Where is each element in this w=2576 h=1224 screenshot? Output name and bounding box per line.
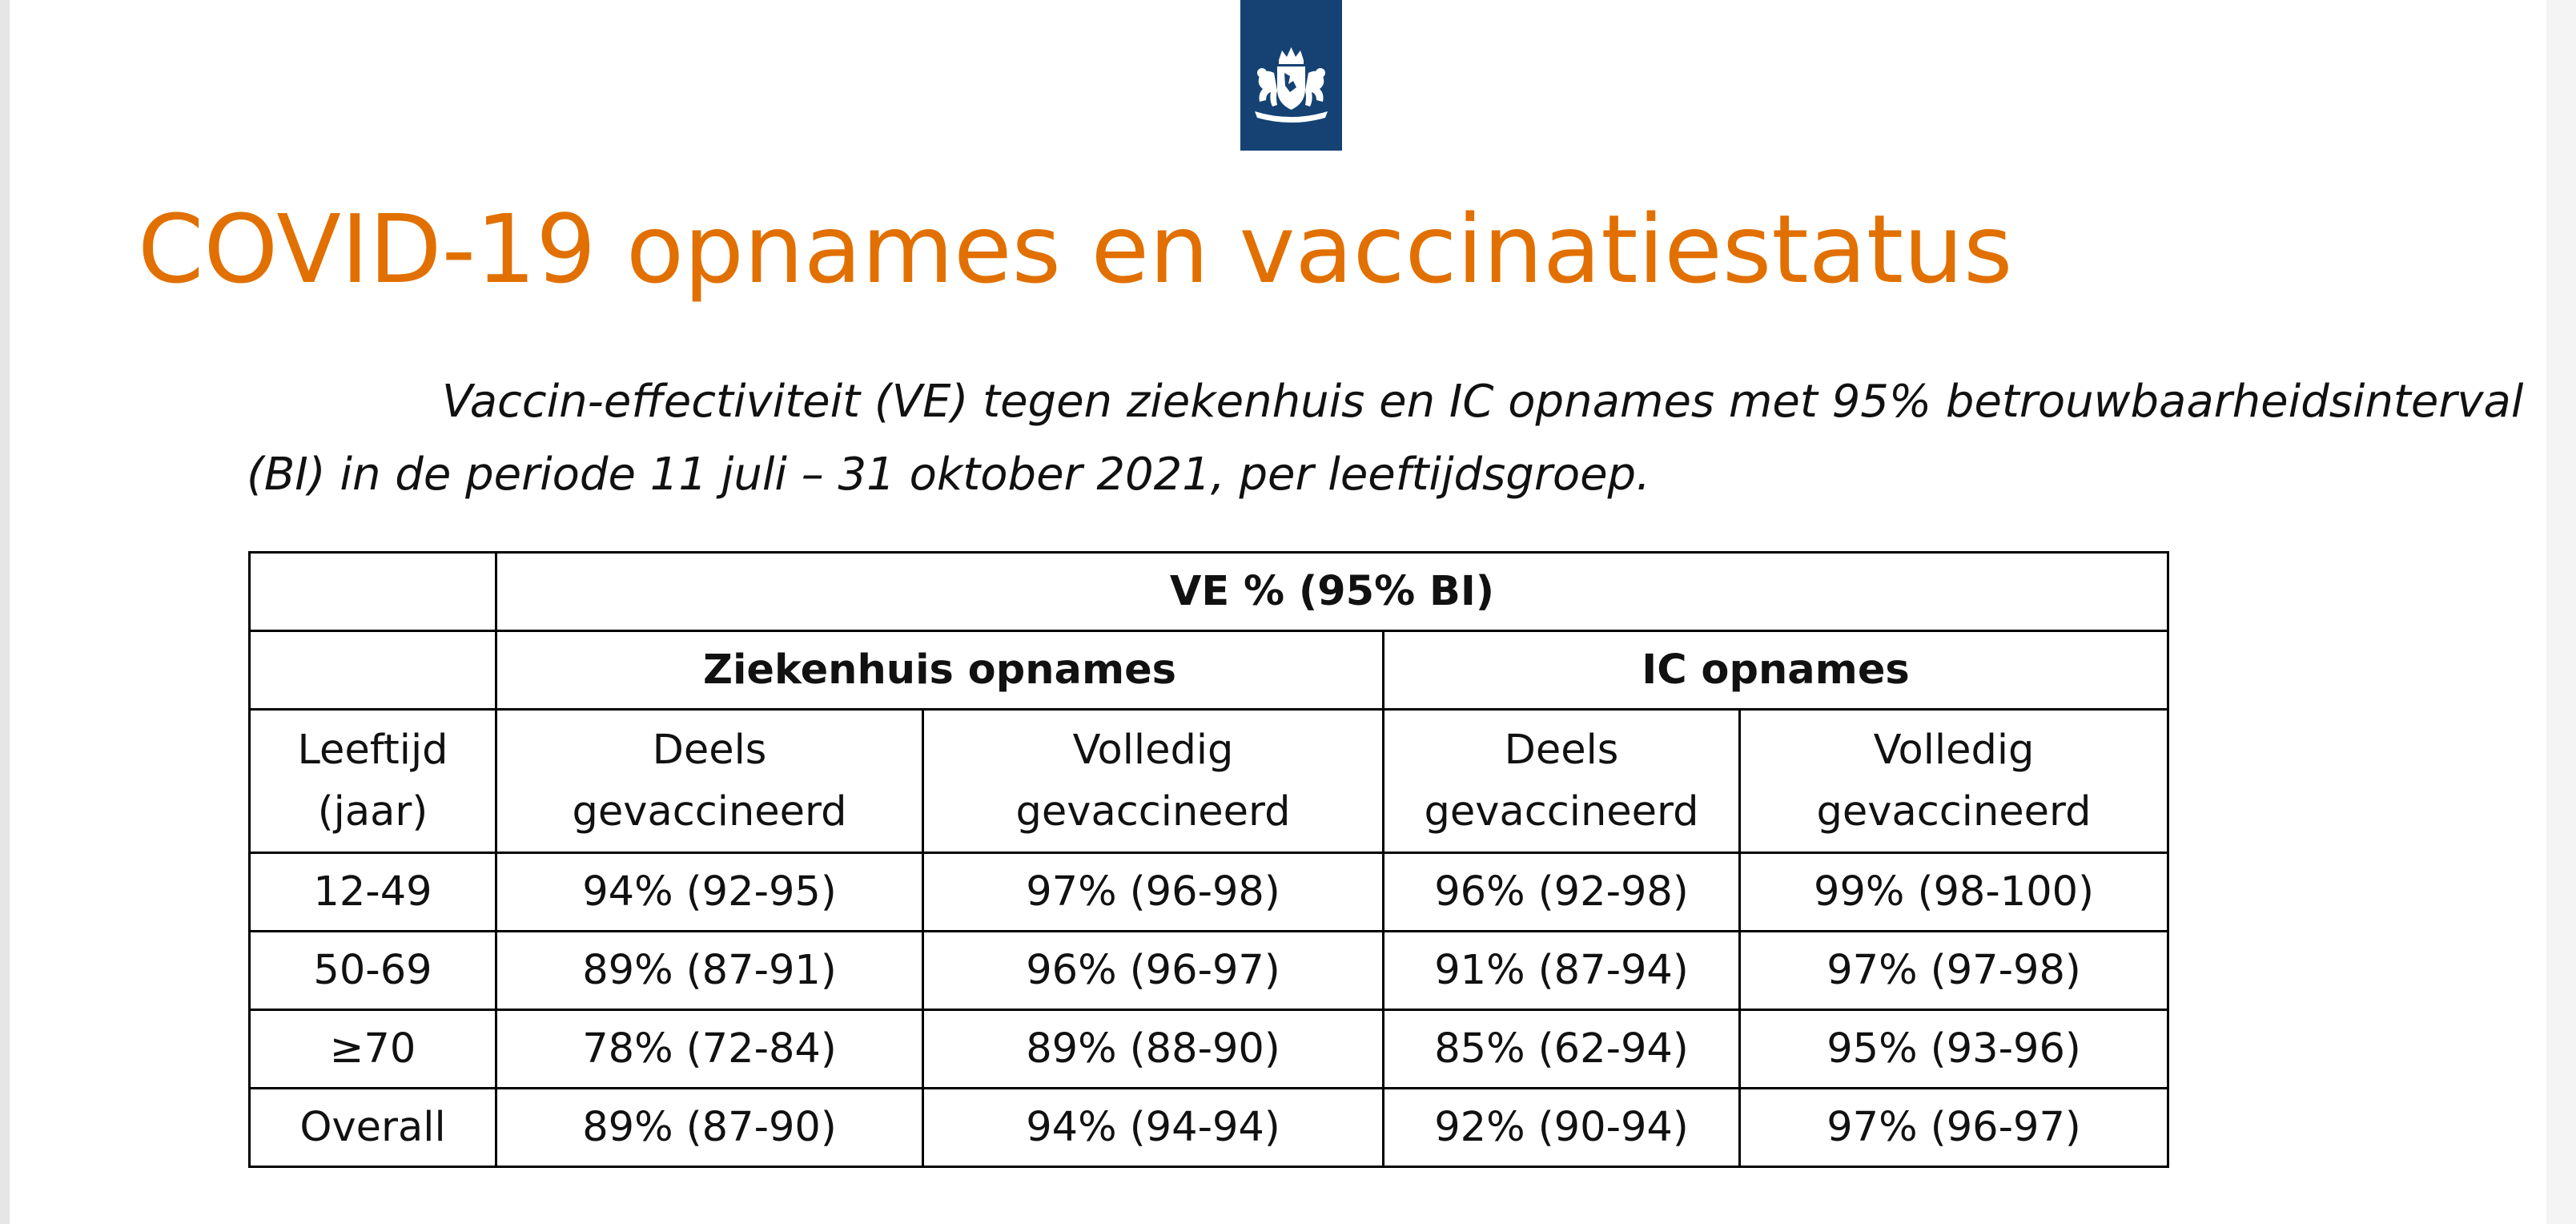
- table-cell: ≥70: [250, 1010, 496, 1089]
- table-cell: 94% (94-94): [923, 1089, 1384, 1167]
- window-edge: [2546, 0, 2576, 1224]
- table-row: [250, 932, 2168, 1010]
- column-header-full-hospital: Volledig gevaccineerd: [923, 710, 1384, 853]
- table-row: [250, 1089, 2168, 1167]
- vaccine-effectiveness-table: [248, 551, 2169, 1168]
- table-cell: 97% (96-97): [1740, 1089, 2168, 1167]
- slide: [10, 0, 2546, 1224]
- table-caption: Vaccin-effectiviteit (VE) tegen ziekenhuis en IC opnames met 95% betrouwbaarheidsinterval (BI) in de periode 11 juli – 31 oktober 2021, per leeftijdsgroep.: [247, 376, 2524, 501]
- table-header-row: [250, 553, 2168, 631]
- table-cell: 89% (87-90): [496, 1089, 923, 1167]
- column-header-full-ic: Volledig gevaccineerd: [1740, 710, 2168, 853]
- logo: [1240, 0, 1342, 151]
- table-cell: 97% (96-98): [923, 853, 1384, 932]
- table-cell: 85% (62-94): [1384, 1010, 1740, 1089]
- table-cell: 97% (97-98): [1740, 932, 2168, 1010]
- table-cell: 94% (92-95): [496, 853, 923, 932]
- table-corner-cell: [250, 631, 496, 710]
- table-subheader-row: [250, 631, 2168, 710]
- page-title: COVID-19 opnames en vaccinatiestatus: [138, 194, 2013, 304]
- table-corner-cell: [250, 553, 496, 631]
- table-cell: 50-69: [250, 932, 496, 1010]
- column-header-age: Leeftijd (jaar): [250, 710, 496, 853]
- table-row: [250, 853, 2168, 932]
- coat-of-arms-icon: [1248, 44, 1334, 124]
- table-cell: 12-49: [250, 853, 496, 932]
- table-cell: 95% (93-96): [1740, 1010, 2168, 1089]
- table-cell: Overall: [250, 1089, 496, 1167]
- table-cell: 96% (92-98): [1384, 853, 1740, 932]
- table-cell: 91% (87-94): [1384, 932, 1740, 1010]
- table-cell: 89% (87-91): [496, 932, 923, 1010]
- column-header-partial-ic: Deels gevaccineerd: [1384, 710, 1740, 853]
- table-column-header-row: [250, 710, 2168, 853]
- table-cell: 99% (98-100): [1740, 853, 2168, 932]
- table-cell: 96% (96-97): [923, 932, 1384, 1010]
- subgroup-header-ziekenhuis: Ziekenhuis opnames: [496, 631, 1384, 710]
- group-header: VE % (95% BI): [496, 553, 2168, 631]
- table-cell: 78% (72-84): [496, 1010, 923, 1089]
- column-header-partial-hospital: Deels gevaccineerd: [496, 710, 923, 853]
- table-row: [250, 1010, 2168, 1089]
- table-cell: 92% (90-94): [1384, 1089, 1740, 1167]
- table-cell: 89% (88-90): [923, 1010, 1384, 1089]
- subgroup-header-ic: IC opnames: [1384, 631, 2168, 710]
